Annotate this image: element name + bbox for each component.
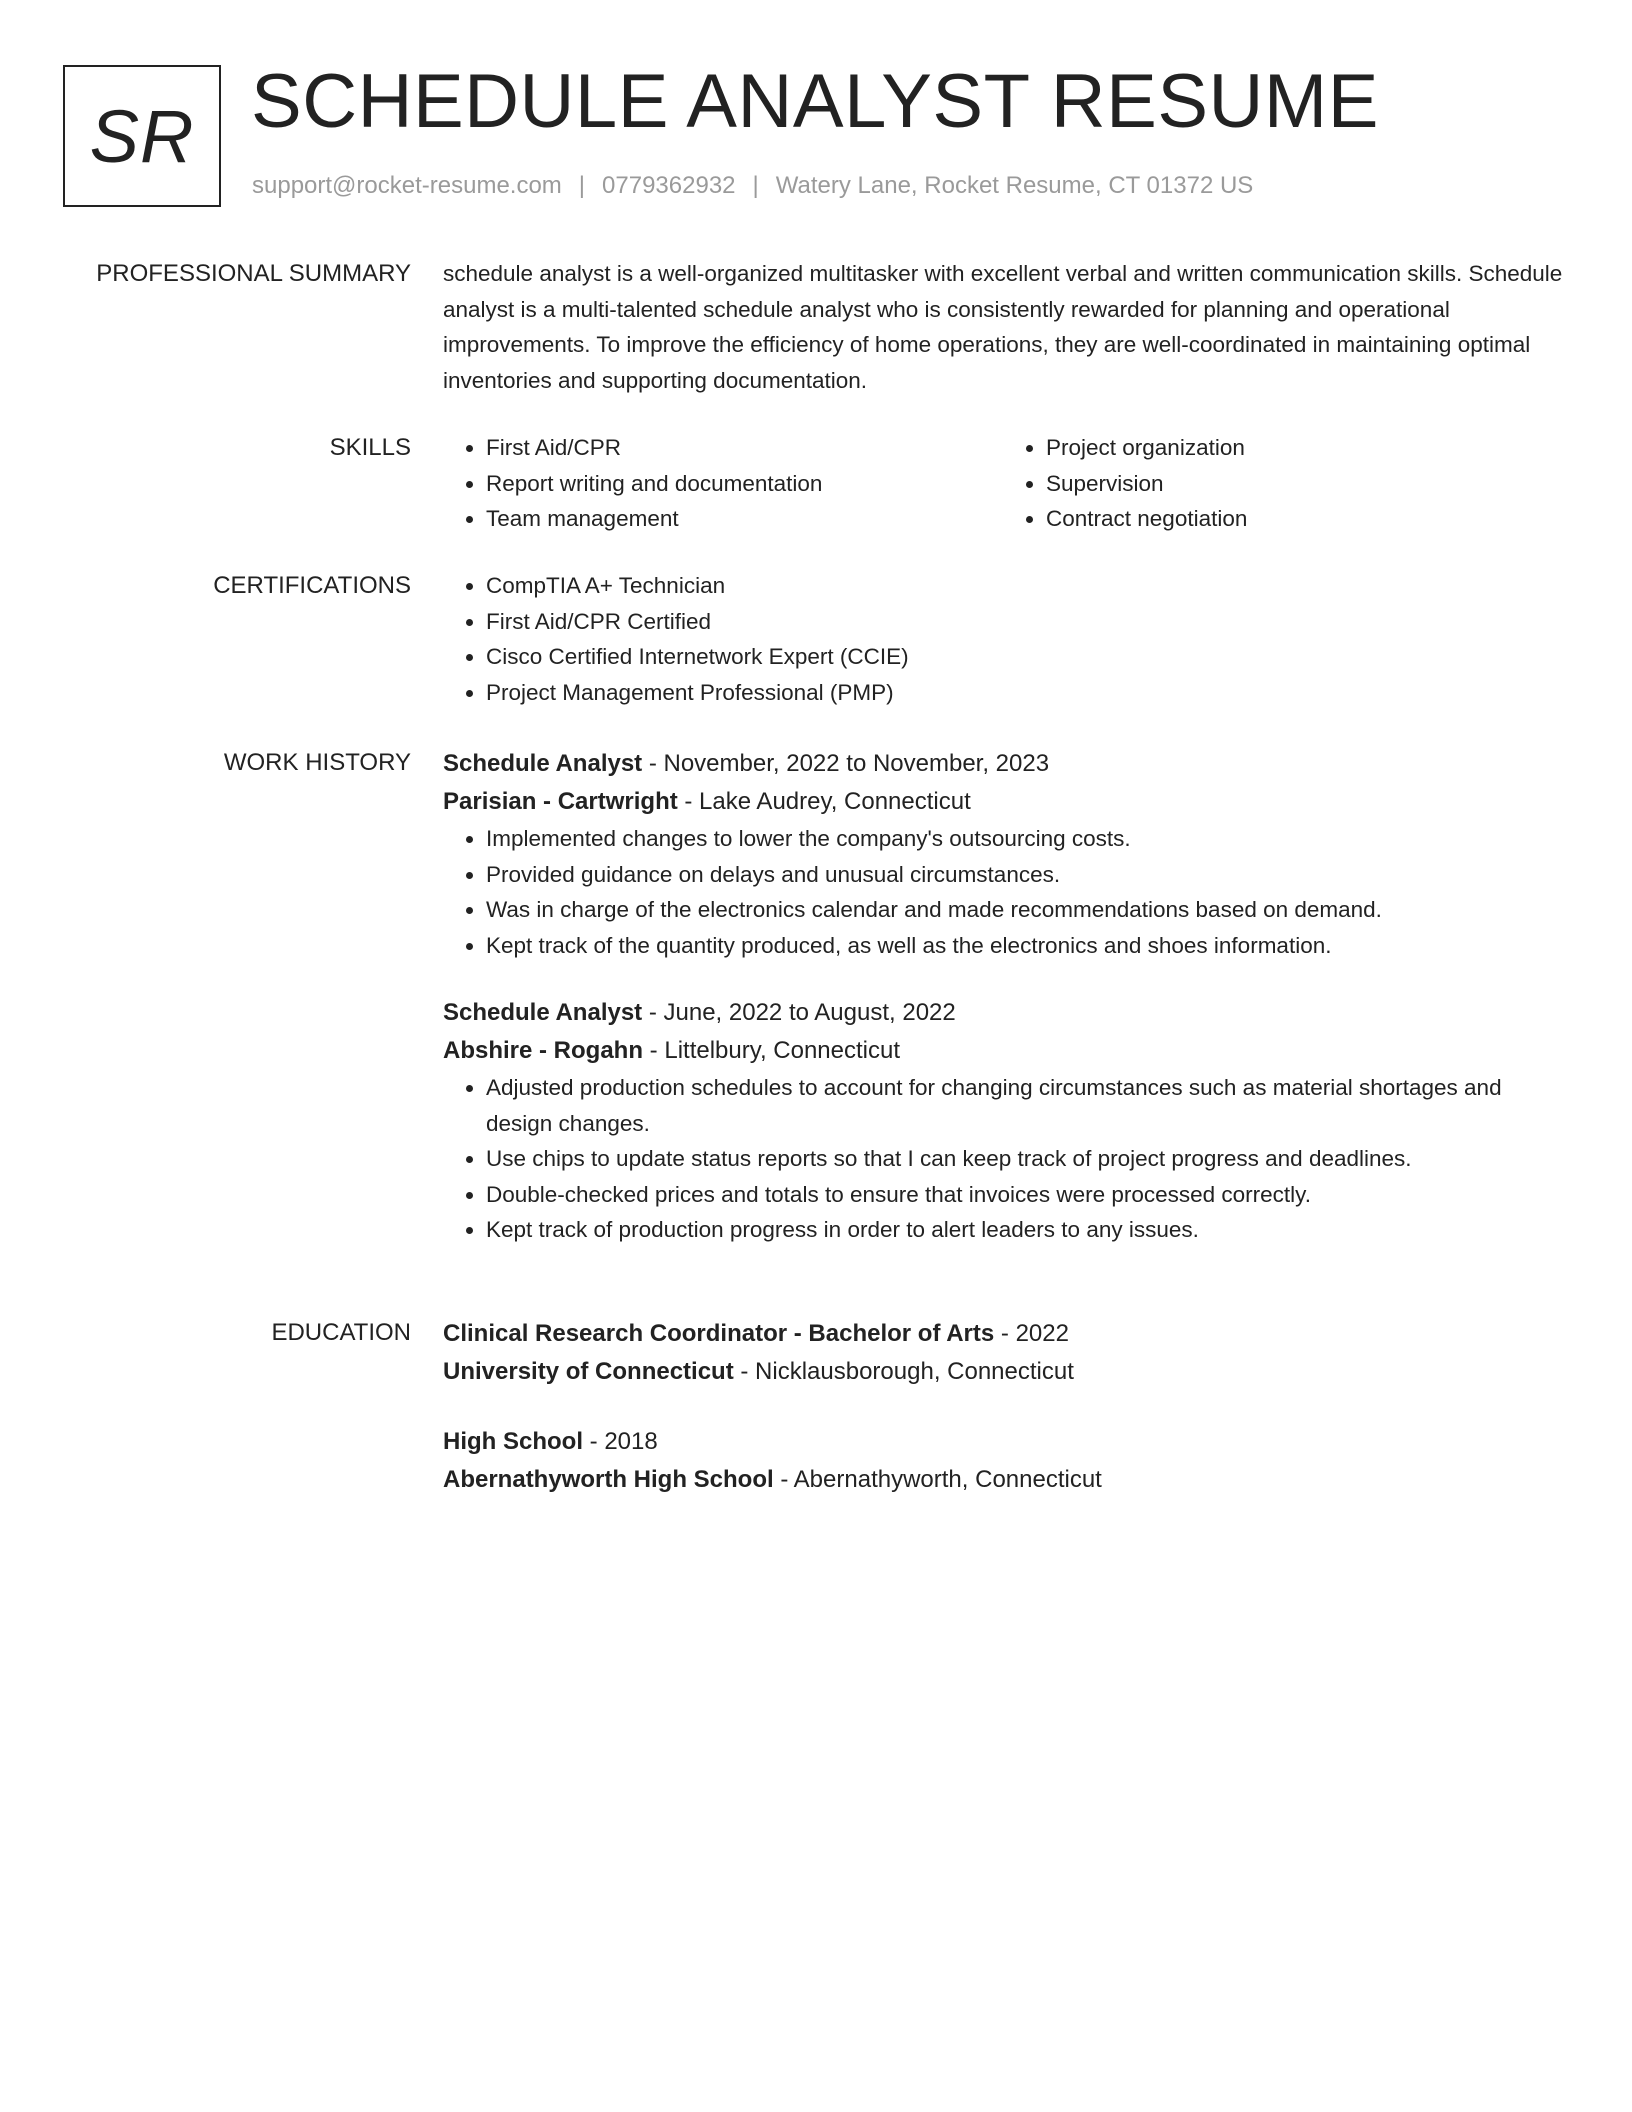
education-degree-line [443,1315,1563,1353]
section-label-skills: SKILLS [329,434,411,461]
skills-body [443,430,1563,537]
job-title: Schedule Analyst [443,750,643,777]
job-bullet: • Kept track of production progress in order to alert leaders to any issues. [486,1212,1563,1248]
job-bullet: • Provided guidance on delays and unusual circumstances. [486,857,1563,893]
section-label-work-history: WORK HISTORY [223,749,411,776]
skills-list-left [443,430,1003,537]
education-location: - Abernathyworth, Connecticut [773,1466,1102,1493]
certification-item: • Project Management Professional (PMP) [486,675,1563,711]
job-title: Schedule Analyst [443,999,643,1026]
education-degree: Clinical Research Coordinator - Bachelor of Arts [443,1320,995,1347]
summary-body [443,256,1563,398]
skill-item: • Team management [486,501,1003,537]
certifications-body [443,568,1563,710]
skill-item: • Report writing and documentation [486,466,1003,502]
job-bullets [443,1070,1563,1248]
section-label-summary: PROFESSIONAL SUMMARY [96,260,411,287]
summary-text: schedule analyst is a well-organized multitasker with excellent verbal and written communication skills. Schedule analyst is a multi-talented schedule analyst who is consistently rewarded for planning and operational improvements. To improve the efficiency of home operations, they are well-coordinated in maintaining optimal inventories and supporting documentation. [443,261,1563,393]
education-school: University of Connecticut [443,1358,734,1385]
job-bullet: • Use chips to update status reports so that I can keep track of project progress and deadlines. [486,1141,1563,1177]
job-entry [443,994,1563,1248]
job-title-line [443,745,1563,783]
job-company-line [443,783,1563,821]
certification-item: • Cisco Certified Internetwork Expert (CCIE) [486,639,1563,675]
education-entry [443,1423,1563,1499]
job-title-line [443,994,1563,1032]
job-company-line [443,1032,1563,1070]
skill-item: • First Aid/CPR [486,430,1003,466]
job-entry [443,745,1563,963]
section-label-certifications: CERTIFICATIONS [213,572,411,599]
certifications-list [443,568,1563,710]
page-title: SCHEDULE ANALYST RESUME [251,59,1379,144]
certification-item: • First Aid/CPR Certified [486,604,1563,640]
education-location: - Nicklausborough, Connecticut [733,1358,1074,1385]
monogram-badge: SR [63,65,221,207]
education-school-line [443,1353,1563,1391]
job-company: Parisian - Cartwright [443,788,678,815]
job-location: - Lake Audrey, Connecticut [677,788,971,815]
contact-line [252,172,1253,200]
job-location: - Littelbury, Connecticut [643,1037,901,1064]
contact-separator: | [752,172,759,199]
certification-item: • CompTIA A+ Technician [486,568,1563,604]
education-body [443,1315,1563,1499]
contact-separator: | [578,172,586,199]
work-history-body [443,745,1563,1248]
job-company: Abshire - Rogahn [443,1037,644,1064]
education-degree: High School [443,1428,583,1455]
skill-item: • Supervision [1046,466,1563,502]
job-bullet: • Double-checked prices and totals to ensure that invoices were processed correctly. [486,1177,1563,1213]
education-year: - 2022 [994,1320,1069,1347]
job-dates: - November, 2022 to November, 2023 [642,750,1050,777]
contact-phone: 0779362932 [602,172,736,199]
education-degree-line [443,1423,1563,1461]
skills-list-right [1003,430,1563,537]
skills-columns [443,430,1563,537]
education-year: - 2018 [583,1428,658,1455]
job-bullet: • Implemented changes to lower the company's outsourcing costs. [486,821,1563,857]
contact-email: support@rocket-resume.com [252,172,562,199]
job-bullets [443,821,1563,963]
job-bullet: • Kept track of the quantity produced, as well as the electronics and shoes information. [486,928,1563,964]
skill-item: • Project organization [1046,430,1563,466]
job-dates: - June, 2022 to August, 2022 [642,999,956,1026]
education-school: Abernathyworth High School [443,1466,774,1493]
skill-item: • Contract negotiation [1046,501,1563,537]
section-label-education: EDUCATION [271,1319,411,1346]
job-bullet: • Adjusted production schedules to account for changing circumstances such as material shortages and design changes. [486,1070,1563,1141]
education-school-line [443,1461,1563,1499]
job-bullet: • Was in charge of the electronics calendar and made recommendations based on demand. [486,892,1563,928]
education-entry [443,1315,1563,1391]
contact-address: Watery Lane, Rocket Resume, CT 01372 US [775,172,1254,199]
